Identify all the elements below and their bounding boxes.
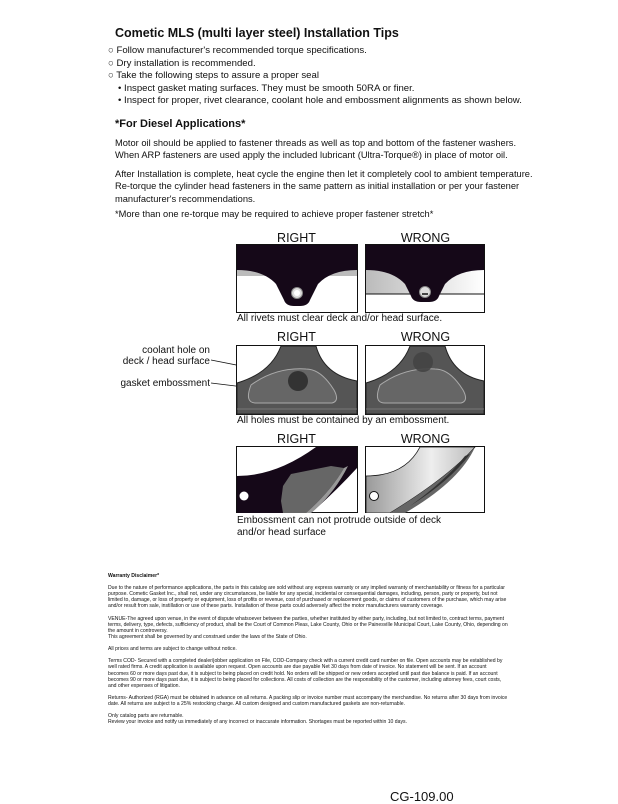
caption-line: Embossment can not protrude outside of deck <box>237 515 442 526</box>
sub-tip-text: Inspect gasket mating surfaces. They must be smooth 50RA or finer. <box>124 82 415 94</box>
page-code: CG-109.00 <box>390 789 454 804</box>
coolant-right-diagram <box>236 345 358 415</box>
warranty-paragraph: Returns- Authorized (RGA) must be obtained in advance on all returns. A packing slip or invoice number must accompany the merchandise. No returns after 30 days from invoice date. All returns are subject to a 25% restocking charge. All custom designed and custom manufactured gaskets are non-returnable. <box>108 694 508 707</box>
tip-text: Follow manufacturer's recommended torque specifications. <box>116 45 367 56</box>
wrong-label: WRONG <box>400 432 451 446</box>
tip-item: ○ Dry installation is recommended. <box>108 57 256 69</box>
warranty-paragraph: Due to the nature of performance applications, the parts in this catalog are sold without any express warranty or any implied warranty of merchantability or fitness for a particular purpose. Cometic Gasket Inc., shall not, under any circumstances, be liable for any special, incidental or consequential damages, including, person, party or property, but not limited to, damage, or loss of property or equipment, loss of profits or revenue, cost of purchased or replacement goods, or claims of customers of the purchase, which may arise and/or result from sale, instillation or use of these parts. Installation of these parts could adversely affect the motor manufacturers warranty coverage. <box>108 585 507 610</box>
right-label: RIGHT <box>277 432 316 446</box>
right-label: RIGHT <box>277 231 316 245</box>
diesel-paragraph-1: Motor oil should be applied to fastener threads as well as top and bottom of the fastener washers. When ARP fasteners are used apply the included lubricant (Ultra-Torque®) in place of motor oil. <box>115 138 517 161</box>
page-title: Cometic MLS (multi layer steel) Installation Tips <box>115 26 399 40</box>
wrong-label: WRONG <box>400 231 451 245</box>
diesel-heading: *For Diesel Applications* <box>115 118 246 130</box>
sub-tip-text: Inspect for proper, rivet clearance, coolant hole and embossment alignments as shown below. <box>124 95 522 107</box>
sub-tip-item: • Inspect for proper, rivet clearance, coolant hole and embossment alignments as shown below. <box>118 95 522 107</box>
caption-holes: All holes must be contained by an embossment. <box>237 415 450 426</box>
warranty-paragraph: Terms COD- Secured with a completed dealer/jobber application on File, COD-Company check with a current credit card number on file. Open accounts may be established by well rated firms. A credit application is available upon request. Open accounts are due payable Net 30 days from date of invoice. No statement will be sent. If an account becomes 60 or more days past due, it is subject to being placed on credit hold. No orders will be shipped or new orders accepted until past due balance is paid. If an account becomes 90 or more days past due, it is subject to being placed for collections. All costs of collection are the responsibility of the customer, including attorney fees, court costs, and other expenses of litigation. <box>108 658 503 689</box>
wrong-label: WRONG <box>400 330 451 344</box>
gasket-embossment-label: gasket embossment <box>120 378 210 389</box>
warranty-paragraph: Only catalog parts are returnable. Review your invoice and notify us immediately of any incorrect or inaccurate information. Shortages must be reported within 10 days. <box>108 713 407 726</box>
warranty-disclaimer <box>108 573 508 731</box>
label-line: deck / head surface <box>122 356 210 367</box>
tip-text: Take the following steps to assure a proper seal <box>116 70 319 82</box>
tip-item: ○ Take the following steps to assure a proper seal <box>108 70 319 82</box>
diesel-paragraph-3: *More than one re-torque may be required to achieve proper fastener stretch* <box>115 209 434 219</box>
coolant-wrong-diagram <box>365 345 485 415</box>
caption-embossment <box>237 515 441 539</box>
warranty-paragraph: VENUE-The agreed upon venue, in the event of dispute whatsoever between the parties, whether instituted by either party, including, but not limited to, contract terms, payment terms, delivery, type, defects, sufficiency of product, shall be the Court of Common Pleas, Lake County, Ohio or the Painesville Municipal Court, Lake County, Ohio, depending on the amount in controversy. This agreement shall be governed by and construed under the laws of the State of Ohio. <box>108 615 508 640</box>
right-label: RIGHT <box>277 330 316 344</box>
embossment-wrong-diagram <box>365 446 485 513</box>
tip-item: ○ Follow manufacturer's recommended torque specifications. <box>108 45 367 56</box>
caption-rivets: All rivets must clear deck and/or head surface. <box>237 313 443 324</box>
label-line: coolant hole on <box>142 345 210 356</box>
embossment-right-diagram <box>236 446 358 513</box>
tip-text: Dry installation is recommended. <box>116 57 256 69</box>
warranty-paragraph: All prices and terms are subject to change without notice. <box>108 646 237 653</box>
sub-tip-item: • Inspect gasket mating surfaces. They must be smooth 50RA or finer. <box>118 82 415 94</box>
caption-line: and/or head surface <box>237 527 326 538</box>
diesel-paragraph-2: After Installation is complete, heat cycle the engine then let it completely cool to ambient temperature. Re-torque the cylinder head fasteners in the same pattern as initial installation or per your fastener manufacturer's recommendations. <box>115 169 533 204</box>
warranty-heading: Warranty Disclaimer* <box>108 573 160 579</box>
